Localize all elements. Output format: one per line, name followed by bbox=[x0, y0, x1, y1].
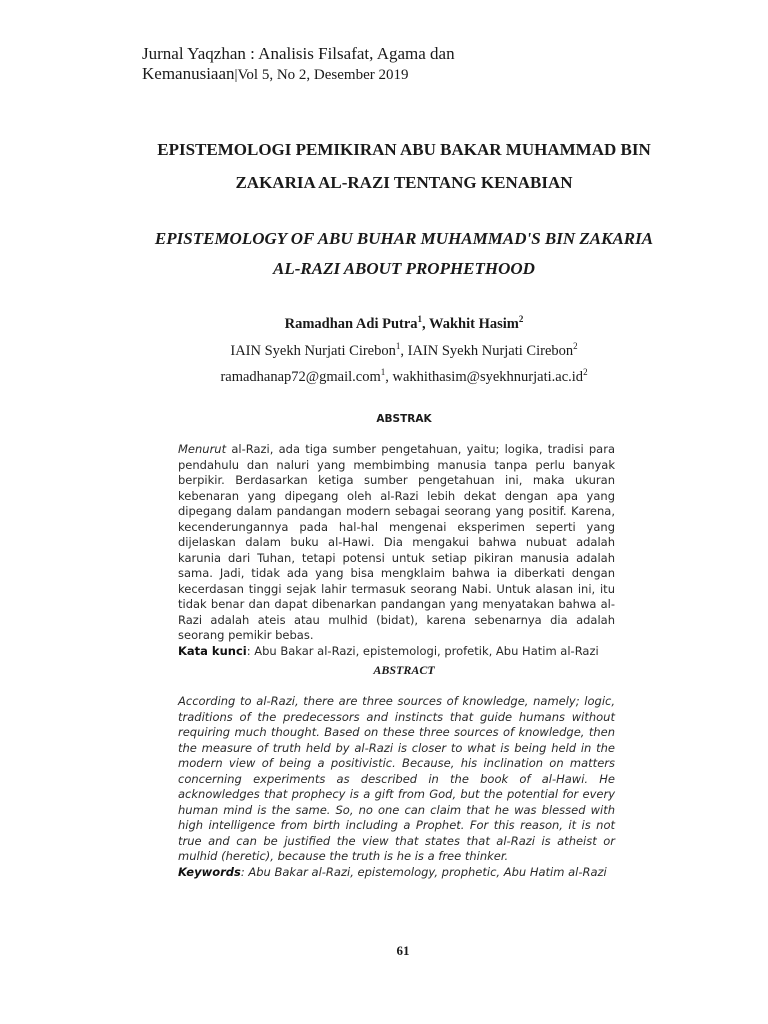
title-indonesian bbox=[120, 133, 688, 199]
journal-volume: |Vol 5, No 2, Desember 2019 bbox=[234, 67, 409, 83]
journal-header bbox=[142, 44, 622, 85]
affiliation-sup: 1 bbox=[395, 341, 401, 352]
kata-kunci-text: : Abu Bakar al-Razi, epistemologi, profetik, Abu Hatim al-Razi bbox=[246, 643, 599, 658]
journal-name-part: Kemanusiaan bbox=[142, 64, 235, 83]
journal-title-line2 bbox=[142, 64, 622, 85]
email-sup: 2 bbox=[583, 367, 588, 378]
author-list bbox=[120, 316, 688, 333]
author-sup: 1 bbox=[417, 314, 423, 325]
title-id-line1: EPISTEMOLOGI PEMIKIRAN ABU BAKAR MUHAMMAD BIN bbox=[157, 140, 651, 159]
affiliation-sep: , bbox=[400, 343, 408, 359]
emails bbox=[120, 369, 688, 386]
keywords-text: : Abu Bakar al-Razi, epistemology, prophetic, Abu Hatim al-Razi bbox=[240, 864, 607, 879]
author-sup: 2 bbox=[518, 314, 524, 325]
title-en-line1: EPISTEMOLOGY OF ABU BUHAR MUHAMMAD'S BIN ZAKARIA bbox=[154, 229, 654, 248]
email-sup: 1 bbox=[380, 367, 386, 378]
keywords bbox=[178, 865, 615, 881]
abstrak-text: al-Razi, ada tiga sumber pengetahuan, yaitu; logika, tradisi para pendahulu dan naluri yang membimbing manusia tanpa perlu banyak berpikir. Berdasarkan ketiga sumber pengetahuan ini, maka ukuran kebenaran yang dipegang oleh al-Razi lebih dekat dengan apa yang dipegang dalam pandangan modern sebagai seorang yang positif. Karena, kecenderungannya pada hal-hal mengenai eksperimen seperti yang dijelaskan dalam buku al-Hawi. Dia mengakui bahwa nubuat adalah karunia dari Tuhan, tetapi potensi untuk setiap pikiran manusia adalah sama. Jadi, tidak ada yang bisa mengklaim bahwa ia diberkati dengan kecerdasan tinggi sejak lahir termasuk seorang Nabi. Untuk alasan ini, itu tidak benar dan dapat dibenarkan pandangan yang menyatakan bahwa al-Razi adalah ateis atau mulhid (bidat), karena sebenarnya dia adalah seorang pemikir bebas. bbox=[178, 442, 615, 642]
kata-kunci bbox=[178, 644, 615, 660]
abstrak-heading: ABSTRAK bbox=[376, 413, 432, 425]
author-name: Wakhit Hasim bbox=[429, 316, 519, 332]
abstract-text: According to al-Razi, there are three sources of knowledge, namely; logic, traditions of the predecessors and instincts that guide humans without requiring much thought. Based on these three sources of knowledge, then the measure of truth held by al-Razi is closer to what is being held in the modern view of being a positivistic. Because, his inclination on matters concerning experiments as described in the book of al-Hawi. He acknowledges that prophecy is a gift from God, but the potential for every human mind is the same. So, no one can claim that he was blessed with high intelligence from birth including a Prophet. For this reason, it is not true and can be justified the view that states that al-Razi is atheist or mulhid (heretic), because the truth is he is a free thinker. bbox=[178, 694, 615, 863]
kata-kunci-label: Kata kunci bbox=[178, 643, 247, 658]
affiliation: IAIN Syekh Nurjati Cirebon bbox=[407, 343, 574, 359]
author-sep: , bbox=[422, 316, 430, 332]
keywords-label: Keywords bbox=[178, 864, 241, 879]
email: ramadhanap72@gmail.com bbox=[220, 369, 381, 385]
abstract-heading: ABSTRACT bbox=[373, 663, 435, 677]
author-name: Ramadhan Adi Putra bbox=[284, 316, 418, 332]
affiliation-sup: 2 bbox=[573, 341, 578, 352]
abstrak-lead: Menurut bbox=[178, 442, 227, 456]
email: wakhithasim@syekhnurjati.ac.id bbox=[392, 369, 584, 385]
abstract-body bbox=[178, 694, 615, 880]
email-sep: , bbox=[385, 369, 393, 385]
journal-title-line1: Jurnal Yaqzhan : Analisis Filsafat, Agama dan bbox=[142, 44, 455, 63]
affiliations bbox=[120, 343, 688, 360]
affiliation: IAIN Syekh Nurjati Cirebon bbox=[230, 343, 396, 359]
abstrak-body bbox=[178, 442, 615, 659]
title-en-line2: AL-RAZI ABOUT PROPHETHOOD bbox=[273, 259, 535, 278]
title-english bbox=[120, 224, 688, 284]
title-id-line2: ZAKARIA AL-RAZI TENTANG KENABIAN bbox=[235, 173, 573, 192]
page-number: 61 bbox=[396, 943, 410, 958]
